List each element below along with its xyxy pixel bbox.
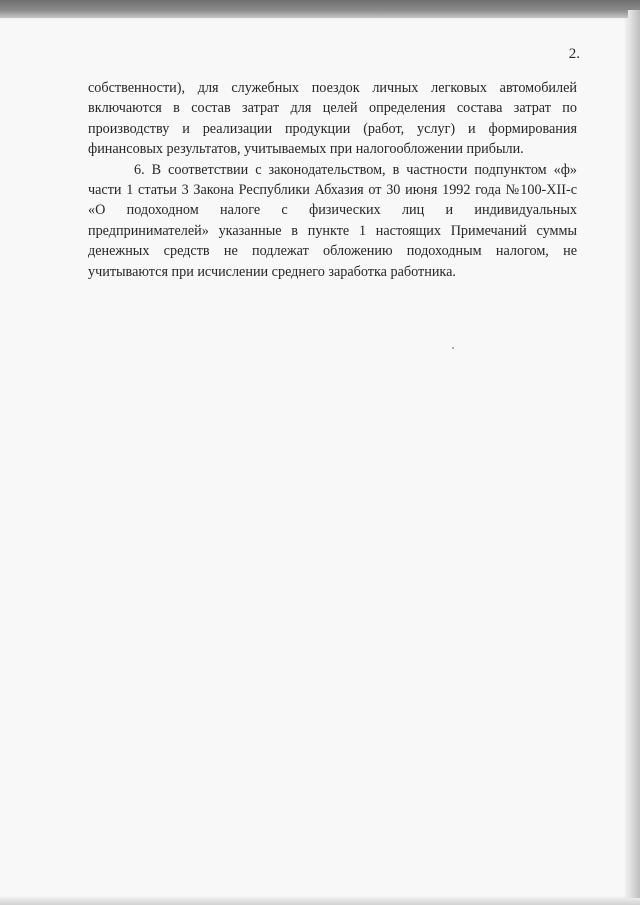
- paragraph-continuation: собственности), для служебных поездок личных легковых автомобилей включаются в состав затрат для целей определения состава затрат по производству и реализации продукции (работ, услуг) и формирования финансовых результатов, учитываемых при налогообложении прибыли.: [88, 80, 577, 158]
- page-number: 2.: [568, 46, 580, 62]
- paper-right-edge: [628, 10, 640, 905]
- paper-bottom-edge: [0, 898, 640, 905]
- paragraph-item-6: 6. В соответствии с законодательством, в частности подпунктом «ф» части 1 статьи 3 Закона Республики Абхазия от 30 июня 1992 года №100-XII-с «О подоходном налоге с физических лиц и индивидуальных предпринимателей» указанные в пункте 1 настоящих Примечаний суммы денежных средств не подлежат обложению подоходным налогом, не учитываются при исчислении среднего заработка работника.: [88, 161, 577, 280]
- scan-speck: [452, 347, 454, 349]
- document-body: [88, 78, 577, 282]
